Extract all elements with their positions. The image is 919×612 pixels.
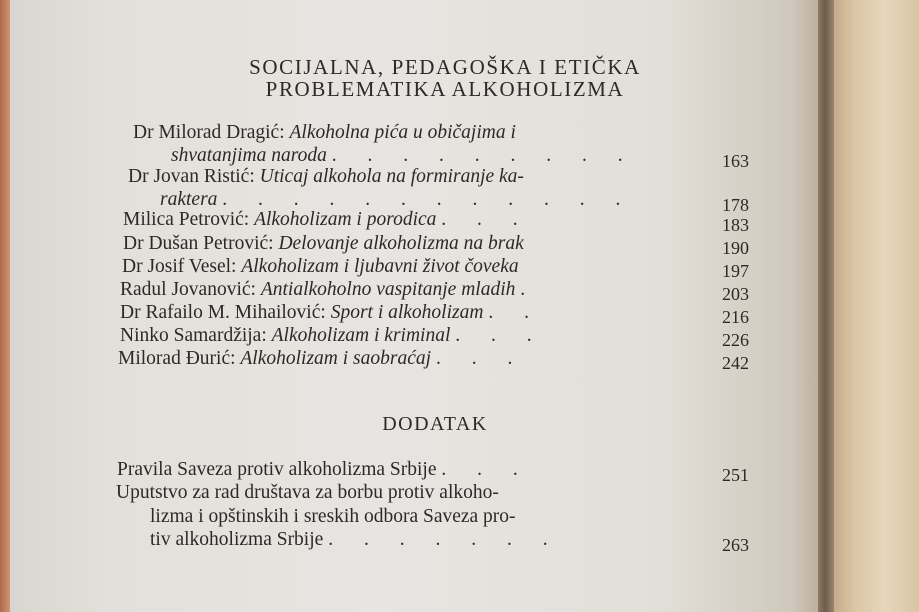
toc-page-number: 226	[722, 330, 749, 350]
toc-entry-author: Dr Jovan Ristić: Uticaj alkohola na formiranje ka-	[128, 166, 524, 187]
toc-page-number: 203	[722, 284, 749, 304]
toc-page-number: 183	[722, 215, 749, 235]
appendix-heading: DODATAK	[382, 413, 488, 435]
toc-entry-continuation: raktera . . . . . . . . . . . .	[160, 189, 634, 210]
toc-page-number: 242	[722, 353, 749, 373]
appendix-entry: Pravila Saveza protiv alkoholizma Srbije . . .	[117, 459, 531, 480]
appendix-entry: Uputstvo za rad društava za borbu protiv alkoho-	[116, 482, 499, 503]
toc-entry-author: Dr Milorad Dragić: Alkoholna pića u običajima i	[133, 122, 516, 143]
toc-entry: Ninko Samardžija: Alkoholizam i kriminal . . .	[120, 325, 545, 346]
toc-page-number: 251	[722, 465, 749, 485]
toc-entry: Milica Petrović: Alkoholizam i porodica . . .	[123, 209, 531, 230]
section-title-line-1: SOCIJALNA, PEDAGOŠKA I ETIČKA	[249, 55, 641, 79]
toc-page-number: 216	[722, 307, 749, 327]
toc-entry-continuation: shvatanjima naroda . . . . . . . . .	[171, 145, 636, 166]
appendix-entry-continuation: lizma i opštinskih i sreskih odbora Saveza pro-	[150, 506, 516, 527]
next-page-edge	[834, 0, 919, 612]
toc-entry: Dr Dušan Petrović: Delovanje alkoholizma na brak	[123, 233, 524, 254]
toc-entry: Dr Rafailo M. Mihailović: Sport i alkoholizam . .	[120, 302, 542, 323]
section-title-line-2: PROBLEMATIKA ALKOHOLIZMA	[265, 77, 625, 101]
toc-entry: Milorad Đurić: Alkoholizam i saobraćaj . . .	[118, 348, 526, 369]
toc-entry: Dr Josif Vesel: Alkoholizam i ljubavni život čoveka	[122, 256, 519, 277]
appendix-entry-continuation: tiv alkoholizma Srbije . . . . . . .	[150, 529, 561, 550]
toc-page-number: 178	[722, 195, 749, 215]
toc-page-number: 190	[722, 238, 749, 258]
toc-page-number: 197	[722, 261, 749, 281]
toc-page-number: 263	[722, 535, 749, 555]
toc-page-number: 163	[722, 151, 749, 171]
toc-entry: Radul Jovanović: Antialkoholno vaspitanje mladih .	[120, 279, 526, 300]
